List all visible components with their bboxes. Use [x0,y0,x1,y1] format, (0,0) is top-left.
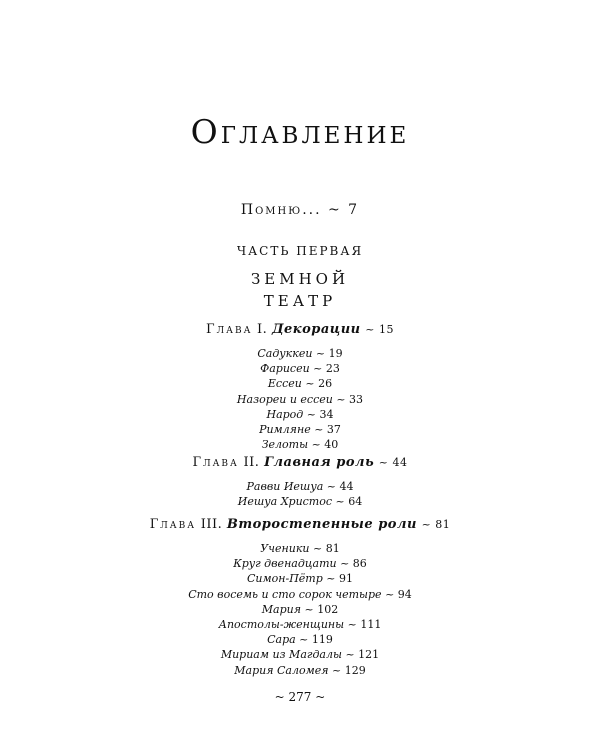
entry-name: Круг двенадцати [233,557,337,571]
entry-name: Назореи и ессеи [236,392,333,406]
chapter-heading-2 [0,455,600,470]
chapter-page: ~ 15 [365,323,394,336]
entry-name: Сто восемь и сто сорок четыре [188,587,382,601]
toc-entry [0,407,600,422]
toc-entry [0,587,600,602]
entry-name: Мириам из Магдалы [220,648,342,662]
entry-page: ~ 34 [306,407,334,421]
toc-entry [0,346,600,361]
entry-name: Иешуа Христос [237,495,333,509]
entry-page: ~ 19 [315,347,343,360]
chapter-name: Второстепенные роли [226,517,417,532]
toc-entry [0,602,600,617]
entry-page: ~ 102 [304,602,339,616]
chapter-heading-3 [0,517,600,532]
toc-entry [0,556,600,571]
entry-page: ~ 26 [305,377,333,391]
entry-name: Мария Саломея [234,663,329,677]
toc-entry [0,663,600,678]
entry-page: ~ 129 [332,663,366,677]
toc-entry [0,617,600,632]
toc-entry [0,361,600,376]
entry-page: ~ 121 [345,648,380,662]
entry-page: ~ 111 [347,618,382,632]
preface-entry [0,202,600,218]
chapter-word: Глава [192,455,239,470]
chapter-name: Главная роль [264,455,375,470]
page-title: Оглавление [190,112,410,151]
toc-entry [0,479,600,494]
toc-entry [0,392,600,407]
part-title-line2: ТЕАТР [263,292,337,310]
preface-page: ~ 7 [328,202,360,218]
entry-name: Народ [266,407,304,421]
entry-name: Ученики [260,542,310,555]
chapter-2-entries [0,479,600,509]
toc-entry [0,647,600,662]
chapter-page: ~ 44 [378,456,408,469]
entry-name: Зелоты [261,438,309,452]
chapter-numeral: II. [243,455,260,470]
entry-page: ~ 40 [311,438,339,452]
entry-page: ~ 33 [336,392,364,406]
entry-page: ~ 81 [313,542,340,555]
entry-page: ~ 44 [326,480,354,493]
entry-page: ~ 91 [326,572,353,586]
entry-name: Римляне [259,423,311,437]
preface-label: Помню... [240,202,322,218]
entry-name: Симон-Пётр [247,572,323,586]
chapter-word: Глава [149,517,197,532]
toc-entry [0,376,600,391]
entry-name: Равви Иешуа [246,480,324,493]
toc-entry [0,632,600,647]
entry-name: Фарисеи [260,362,310,376]
chapter-heading-1 [0,322,600,337]
chapter-1-entries [0,346,600,452]
entry-name: Сара [267,633,296,647]
part-title-line1: ЗЕМНОЙ [250,270,350,288]
entry-page: ~ 37 [314,423,341,437]
chapter-3-entries [0,541,600,678]
chapter-page: ~ 81 [421,518,451,531]
entry-page: ~ 86 [340,557,367,571]
chapter-numeral: I. [257,322,268,337]
entry-page: ~ 64 [335,495,363,509]
entry-name: Садуккеи [257,347,313,360]
toc-entry [0,437,600,452]
entry-name: Мария [261,602,301,616]
chapter-numeral: III. [200,517,223,532]
entry-name: Ессеи [267,377,302,391]
toc-entry [0,571,600,586]
entry-page: ~ 94 [385,587,412,601]
entry-page: ~ 119 [299,633,333,647]
toc-entry [0,422,600,437]
entry-name: Апостолы-женщины [218,618,345,632]
chapter-name: Декорации [271,322,361,337]
toc-entry [0,494,600,509]
toc-entry [0,541,600,556]
page-number: ~ 277 ~ [274,690,326,704]
entry-page: ~ 23 [313,362,340,376]
chapter-word: Глава [206,322,253,337]
part-label: ЧАСТЬ ПЕРВАЯ [236,244,364,258]
